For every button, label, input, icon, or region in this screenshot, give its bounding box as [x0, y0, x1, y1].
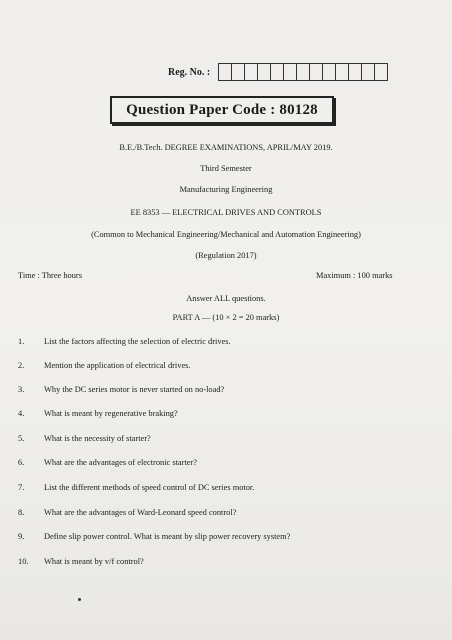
reg-number-boxes	[218, 63, 388, 81]
question-item	[18, 483, 438, 492]
question-number: 2.	[18, 361, 25, 370]
question-number: 1.	[18, 337, 25, 346]
reg-number-box	[258, 64, 271, 80]
question-number: 6.	[18, 458, 25, 467]
question-item	[18, 409, 438, 418]
question-text: What are the advantages of Ward-Leonard speed control?	[44, 508, 237, 517]
question-item	[18, 508, 438, 517]
stray-mark	[78, 598, 81, 601]
time-allowed: Time : Three hours	[18, 271, 82, 280]
question-item	[18, 361, 438, 370]
reg-number-box	[375, 64, 387, 80]
question-text: List the different methods of speed control of DC series motor.	[44, 483, 255, 492]
question-number: 9.	[18, 532, 25, 541]
question-paper-code: Question Paper Code : 80128	[110, 96, 334, 124]
question-number: 5.	[18, 434, 25, 443]
reg-number-box	[232, 64, 245, 80]
question-text: Define slip power control. What is meant by slip power recovery system?	[44, 532, 291, 541]
regulation: (Regulation 2017)	[195, 251, 257, 260]
question-item	[18, 385, 438, 394]
question-text: Mention the application of electrical drives.	[44, 361, 191, 370]
reg-number-box	[219, 64, 232, 80]
branch: Manufacturing Engineering	[179, 185, 273, 194]
semester: Third Semester	[200, 164, 252, 173]
question-number: 7.	[18, 483, 25, 492]
reg-number-box	[336, 64, 349, 80]
question-item	[18, 458, 438, 467]
question-number: 4.	[18, 409, 25, 418]
instruction: Answer ALL questions.	[186, 294, 266, 303]
question-number: 10.	[18, 557, 29, 566]
exam-title: B.E./B.Tech. DEGREE EXAMINATIONS, APRIL/MAY 2019.	[119, 143, 333, 152]
question-text: What is the necessity of starter?	[44, 434, 151, 443]
question-number: 8.	[18, 508, 25, 517]
question-text: What are the advantages of electronic starter?	[44, 458, 197, 467]
reg-number-box	[245, 64, 258, 80]
question-item	[18, 532, 438, 541]
reg-number-box	[362, 64, 375, 80]
question-text: Why the DC series motor is never started on no-load?	[44, 385, 225, 394]
register-number	[168, 63, 388, 81]
reg-number-box	[323, 64, 336, 80]
question-item	[18, 557, 438, 566]
maximum-marks: Maximum : 100 marks	[316, 271, 393, 280]
part-a-heading: PART A — (10 × 2 = 20 marks)	[172, 313, 280, 322]
question-item	[18, 434, 438, 443]
reg-number-box	[284, 64, 297, 80]
reg-number-box	[349, 64, 362, 80]
question-text: List the factors affecting the selection of electric drives.	[44, 337, 231, 346]
course-code-title: EE 8353 — ELECTRICAL DRIVES AND CONTROLS	[130, 208, 322, 217]
reg-number-box	[271, 64, 284, 80]
question-item	[18, 337, 438, 346]
reg-number-label: Reg. No. :	[168, 66, 211, 78]
reg-number-box	[310, 64, 323, 80]
common-to: (Common to Mechanical Engineering/Mechanical and Automation Engineering)	[91, 230, 361, 239]
question-number: 3.	[18, 385, 25, 394]
question-text: What is meant by v/f control?	[44, 557, 144, 566]
question-text: What is meant by regenerative braking?	[44, 409, 178, 418]
reg-number-box	[297, 64, 310, 80]
